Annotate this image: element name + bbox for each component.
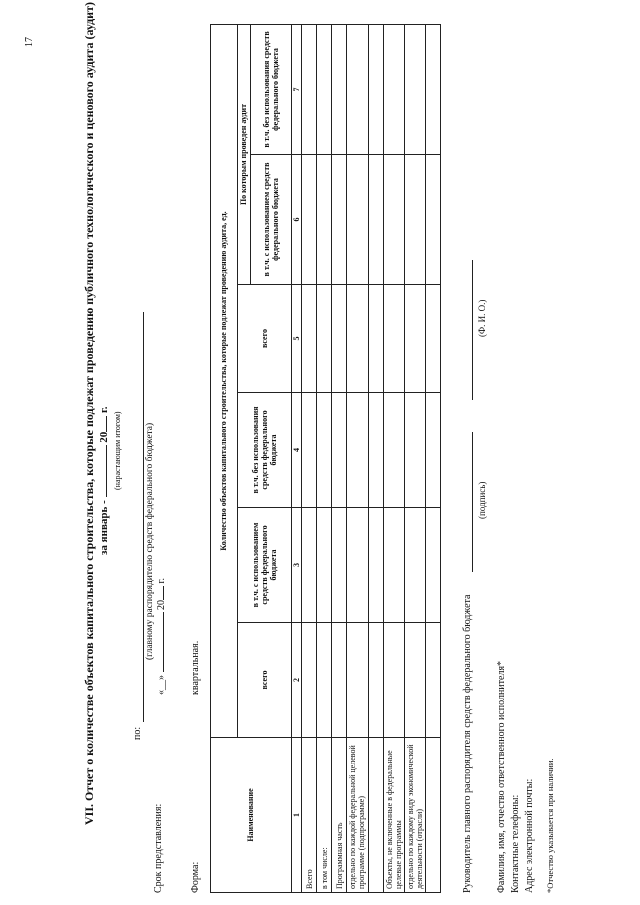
form-value: квартальная. xyxy=(190,640,201,695)
period-month-blank xyxy=(106,446,107,498)
table-row xyxy=(368,24,383,892)
row-label: в том числе: xyxy=(317,738,332,893)
header-name: Наименование xyxy=(211,738,292,893)
period-year-blank xyxy=(106,416,107,432)
header-with-budget: в т.ч. с использованием средств федерального бюджета xyxy=(238,508,292,623)
table-header-row-1 xyxy=(211,24,238,892)
deadline-label: Срок представления: xyxy=(153,803,164,893)
column-number: 5 xyxy=(292,285,302,393)
footnote: *Отчество указывается при наличии. xyxy=(545,758,555,893)
column-number: 1 xyxy=(292,738,302,893)
signature-label: Руководитель главного распорядителя средств федерального бюджета xyxy=(462,594,473,893)
deadline-year-prefix: 20 xyxy=(156,600,167,610)
period-year-suffix: г. xyxy=(98,406,110,413)
row-label: отдельно по каждому виду экономической деятельности (отрасли) xyxy=(404,738,425,893)
column-number-row xyxy=(292,24,302,892)
signature-line xyxy=(472,432,473,572)
header-audited-total: всего xyxy=(238,285,292,393)
table-row xyxy=(404,24,425,892)
column-number: 7 xyxy=(292,24,302,154)
row-label: Всего xyxy=(302,738,317,893)
table-row xyxy=(426,24,441,892)
name-line xyxy=(472,260,473,400)
report-title: VII. Отчет о количестве объектов капитального строительства, которые подлежат проведению публичного технологического и ценового аудита (аудит) xyxy=(82,2,96,825)
report-table xyxy=(210,24,441,893)
column-number: 3 xyxy=(292,508,302,623)
row-label xyxy=(426,738,441,893)
name-note: (Ф. И. О.) xyxy=(477,299,487,337)
recipient-note: (главному распорядителю средств федерального бюджета) xyxy=(145,422,155,660)
deadline-year-suffix: г. xyxy=(156,578,167,584)
column-number: 4 xyxy=(292,393,302,508)
deadline-day: «__» xyxy=(156,675,167,695)
report-period xyxy=(98,406,110,555)
period-year-prefix: 20 xyxy=(98,431,110,443)
executor-label: Фамилия, имя, отчество ответственного исполнителя* xyxy=(496,660,507,893)
table-row xyxy=(332,24,347,892)
page-number: 17 xyxy=(24,37,35,47)
recipient-prefix: по: xyxy=(132,726,143,740)
period-prefix: за январь - xyxy=(98,500,110,555)
header-without-budget: в т.ч. без использования средств федерального бюджета xyxy=(238,393,292,508)
table-row xyxy=(347,24,368,892)
deadline-month-blank xyxy=(163,613,164,673)
recipient-line xyxy=(143,312,144,722)
table-row xyxy=(317,24,332,892)
row-label: отдельно по каждой федеральной целевой программе (подпрограмме) xyxy=(347,738,368,893)
row-label: Объекты, не включенные в федеральные целевые программы xyxy=(383,738,404,893)
table-row xyxy=(302,24,317,892)
email-label: Адрес электронной почты: xyxy=(524,778,535,893)
period-note: (нарастающим итогом) xyxy=(113,411,122,490)
header-total: всего xyxy=(238,623,292,738)
header-audited: По которым проведен аудит xyxy=(238,24,251,284)
column-number: 2 xyxy=(292,623,302,738)
form-label: Форма: xyxy=(190,861,201,893)
signature-note: (подпись) xyxy=(477,481,487,519)
deadline-year-blank xyxy=(163,586,164,600)
header-group: Количество объектов капитального строительства, которые подлежат проведению аудита, ед. xyxy=(211,24,238,737)
column-number: 6 xyxy=(292,155,302,285)
header-audited-with-budget: в т.ч. с использованием средств федерального бюджета xyxy=(251,155,292,285)
row-label: Программная часть xyxy=(332,738,347,893)
row-label xyxy=(368,738,383,893)
phones-label: Контактные телефоны: xyxy=(510,794,521,893)
table-row xyxy=(383,24,404,892)
deadline-value xyxy=(156,578,167,695)
header-audited-without-budget: в т.ч. без использования средств федерального бюджета xyxy=(251,24,292,154)
